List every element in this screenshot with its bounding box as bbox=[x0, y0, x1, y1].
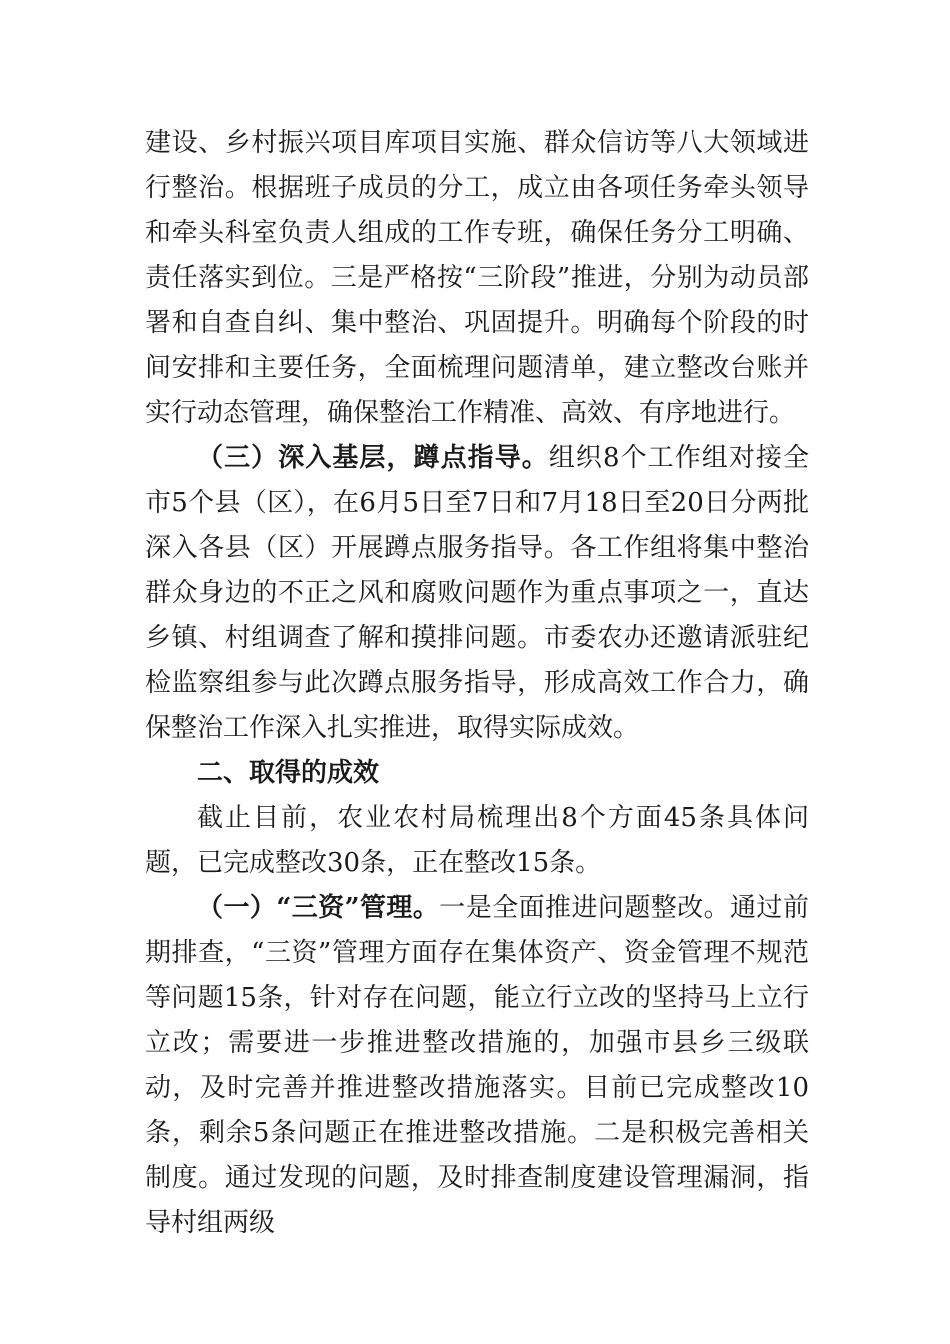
subsection-lead-title: （一）“三资”管理。 bbox=[197, 893, 440, 923]
section-heading: 二、取得的成效 bbox=[197, 758, 380, 788]
paragraph-text: 截止目前，农业农村局梳理出8个方面45条具体问题，已完成整改30条，正在整改15条。 bbox=[145, 803, 809, 878]
paragraph-text: 一是全面推进问题整改。通过前期排查，“三资”管理方面存在集体资产、资金管理不规范等问题15条，针对存在问题，能立行立改的坚持马上立行立改；需要进一步推进整改措施的，加强市县乡三级联动，及时完善并推进整改措施落实。目前已完成整改10条，剩余5条问题正在推进整改措施。二是积极完善相关制度。通过发现的问题，及时排查制度建设管理漏洞，指导村组两级 bbox=[145, 893, 809, 1238]
paragraph-section-3 bbox=[145, 436, 809, 751]
document-body bbox=[145, 121, 809, 1246]
section-lead-title: （三）深入基层，蹲点指导。 bbox=[197, 443, 549, 473]
paragraph-text: 建设、乡村振兴项目库项目实施、群众信访等八大领域进行整治。根据班子成员的分工，成立由各项任务牵头领导和牵头科室负责人组成的工作专班，确保任务分工明确、责任落实到位。三是严格按“三阶段”推进，分别为动员部署和自查自纠、集中整治、巩固提升。明确每个阶段的时间安排和主要任务，全面梳理问题清单，建立整改台账并实行动态管理，确保整治工作精准、高效、有序地进行。 bbox=[145, 128, 809, 428]
paragraph-summary bbox=[145, 796, 809, 886]
paragraph-subsection-1 bbox=[145, 886, 809, 1246]
paragraph-text: 组织8个工作组对接全市5个县（区），在6月5日至7日和7月18日至20日分两批深入各县（区）开展蹲点服务指导。各工作组将集中整治群众身边的不正之风和腐败问题作为重点事项之一，直达乡镇、村组调查了解和摸排问题。市委农办还邀请派驻纪检监察组参与此次蹲点服务指导，形成高效工作合力，确保整治工作深入扎实推进，取得实际成效。 bbox=[145, 443, 809, 743]
paragraph-continuation bbox=[145, 121, 809, 436]
